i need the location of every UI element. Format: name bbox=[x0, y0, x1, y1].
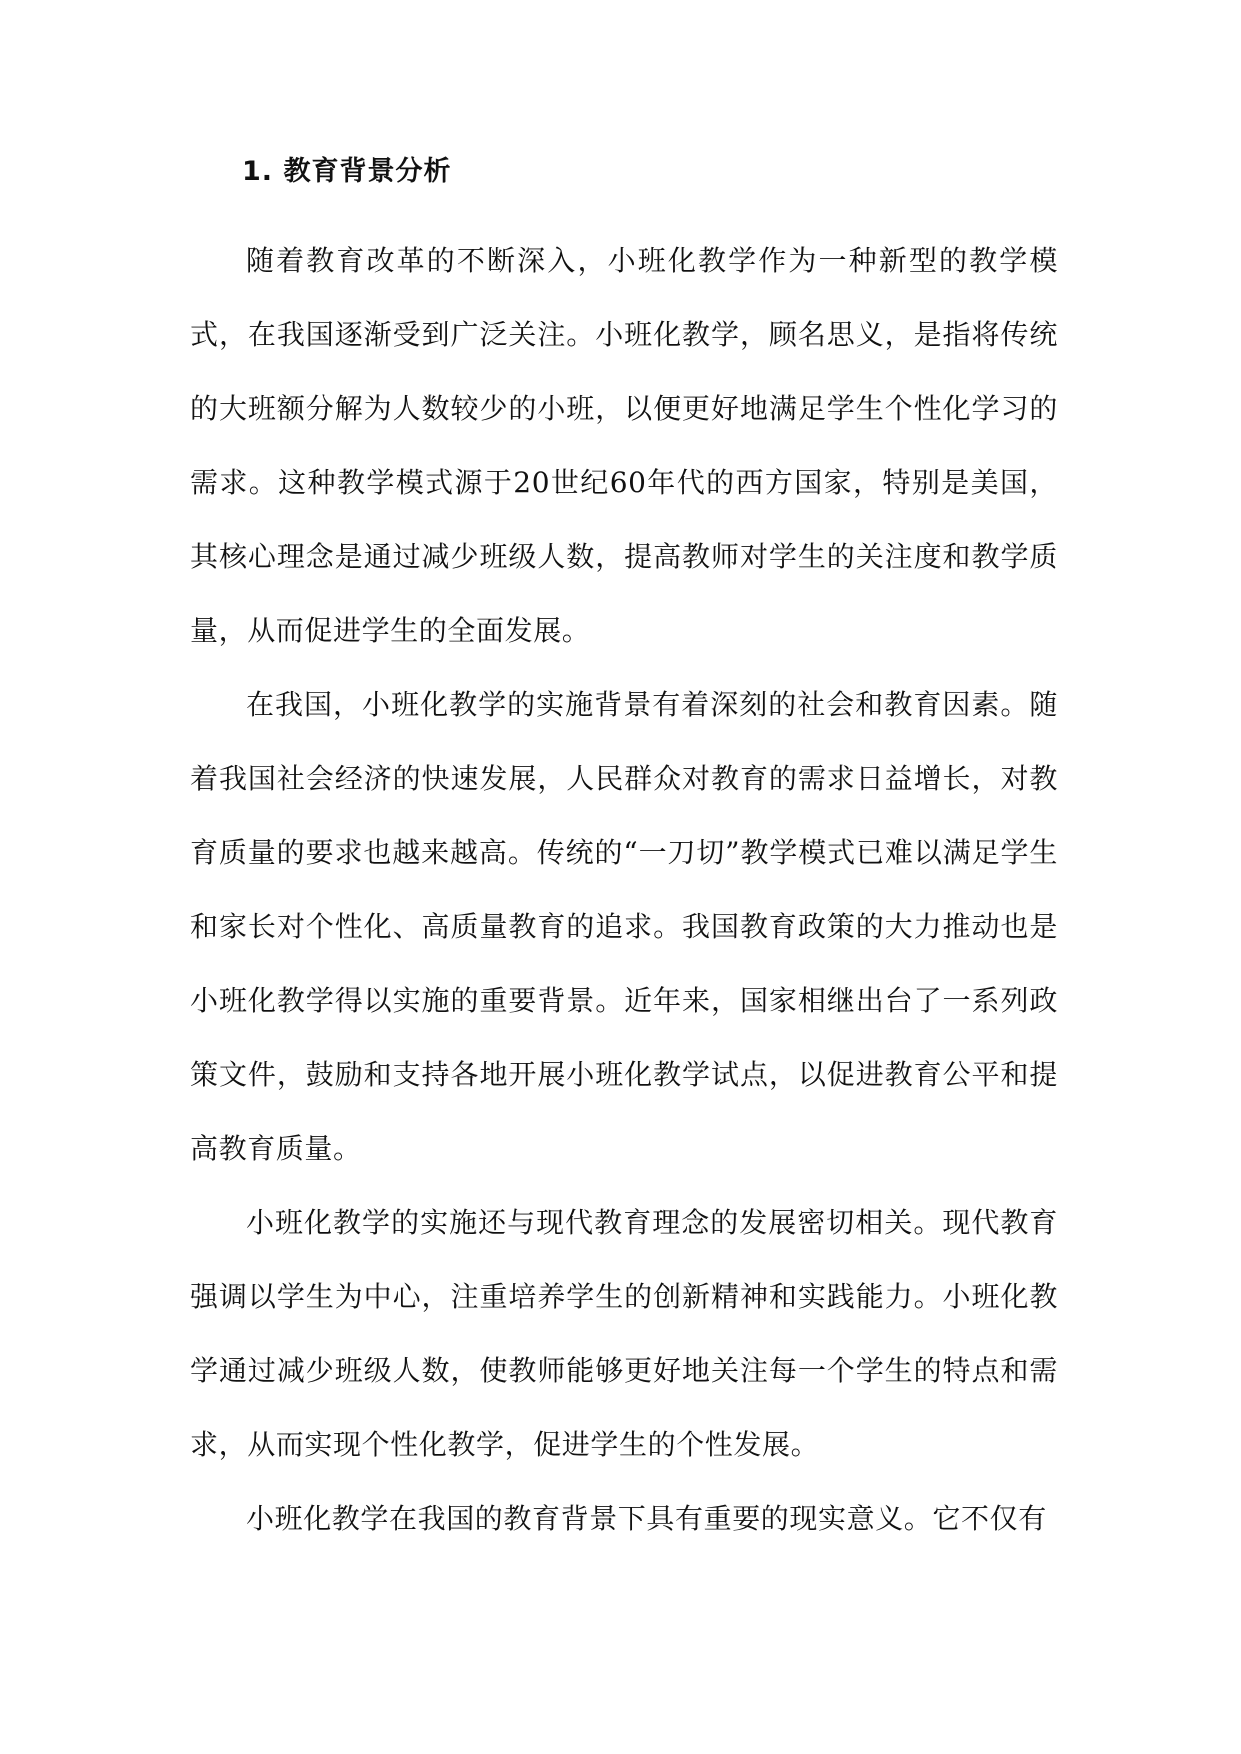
document-body bbox=[190, 150, 1058, 1556]
paragraph-2: 在我国，小班化教学的实施背景有着深刻的社会和教育因素。随着我国社会经济的快速发展，人民群众对教育的需求日益增长，对教育质量的要求也越来越高。传统的“一刀切”教学模式已难以满足学生和家长对个性化、高质量教育的追求。我国教育政策的大力推动也是小班化教学得以实施的重要背景。近年来，国家相继出台了一系列政策文件，鼓励和支持各地开展小班化教学试点，以促进教育公平和提高教育质量。 bbox=[190, 688, 1058, 1165]
paragraph-3: 小班化教学的实施还与现代教育理念的发展密切相关。现代教育强调以学生为中心，注重培养学生的创新精神和实践能力。小班化教学通过减少班级人数，使教师能够更好地关注每一个学生的特点和需求，从而实现个性化教学，促进学生的个性发展。 bbox=[190, 1206, 1058, 1461]
paragraph-1: 随着教育改革的不断深入，小班化教学作为一种新型的教学模式，在我国逐渐受到广泛关注。小班化教学，顾名思义，是指将传统的大班额分解为人数较少的小班，以便更好地满足学生个性化学习的需求。这种教学模式源于20世纪60年代的西方国家，特别是美国，其核心理念是通过减少班级人数，提高教师对学生的关注度和教学质量，从而促进学生的全面发展。 bbox=[190, 244, 1058, 647]
section-heading: 1. 教育背景分析 bbox=[242, 156, 452, 187]
paragraph-4: 小班化教学在我国的教育背景下具有重要的现实意义。它不仅有 bbox=[246, 1502, 1047, 1535]
